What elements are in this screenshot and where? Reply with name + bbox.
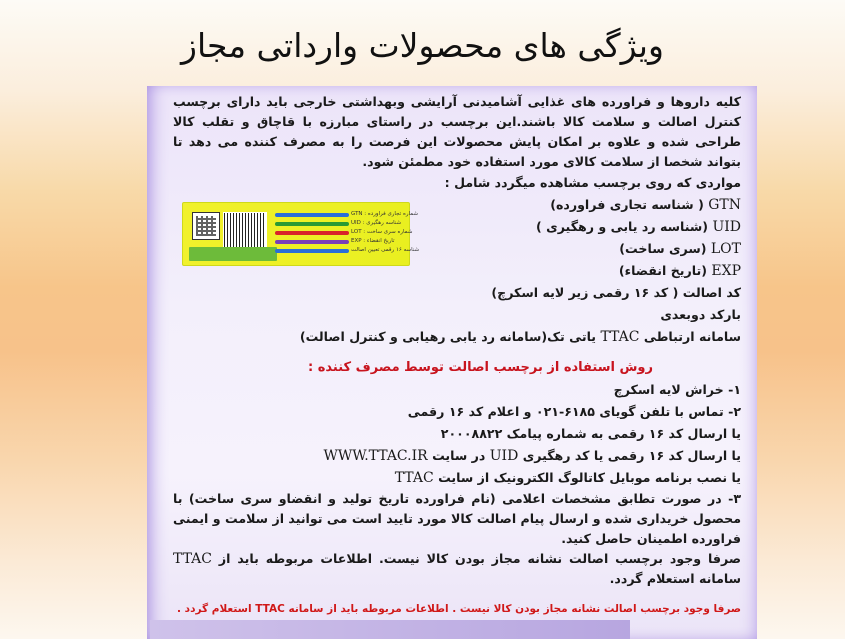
step-1: ۱- خراش لایه اسکرچ — [613, 382, 741, 397]
arrow-icon — [275, 249, 349, 253]
usage-heading: روش استفاده از برچسب اصالت توسط مصرف کننده : — [308, 360, 653, 375]
label-field: GTN : شماره تجاری فراورده — [351, 211, 418, 217]
qr-code-icon — [192, 212, 220, 240]
step-app-before: یا نصب برنامه موبایل کاتالوگ الکترونیک از سایت — [438, 470, 741, 485]
footer-note — [173, 603, 741, 615]
warning-paragraph — [173, 549, 741, 589]
auth-code: کد اصالت ( کد ۱۶ رقمی زیر لایه اسکرچ) — [491, 285, 741, 300]
item-exp-desc: (تاریخ انقضاء) — [618, 263, 707, 278]
step-uid-code: UID — [489, 448, 519, 464]
step-3: ۳- در صورت تطابق مشخصات اعلامی (نام فراورده تاریخ تولید و انقضاو سری ساخت) با محصول خریداری شده و ارسال پیام اصالت کالا مورد تایید است می توانید از سلامت و ایمنی فراورده اطمینان حاصل کنید. — [173, 491, 741, 546]
step-2-app — [173, 467, 741, 489]
content-text — [173, 92, 741, 626]
step-2: ۲- تماس با تلفن گویای ۶۱۸۵-۰۲۱ و اعلام کد ۱۶ رقمی — [407, 404, 741, 419]
item-gtn-code: GTN — [708, 197, 741, 213]
label-field: LOT : شماره سری ساخت — [351, 229, 413, 235]
ttac-site-link[interactable]: WWW.TTAC.IR — [323, 448, 428, 464]
warning-code: TTAC — [173, 551, 212, 567]
ttac-system-after: یاتی تک(سامانه رد یابی رهیابی و کنترل اصالت) — [299, 329, 597, 344]
barcode-icon — [223, 212, 267, 248]
arrow-icon — [275, 240, 349, 244]
step-uid-before: یا ارسال کد ۱۶ رقمی یا کد رهگیری — [522, 448, 741, 463]
warning-after: سامانه استعلام گردد. — [609, 571, 741, 586]
label-field: شناسه ۱۶ رقمی تعیین اصالت — [351, 247, 420, 253]
item-uid-desc: (شناسه رد یابی و رهگیری ) — [536, 219, 709, 234]
content-panel — [147, 86, 757, 639]
ttac-system — [173, 326, 741, 348]
barcode-2d: بارکد دوبعدی — [660, 307, 741, 322]
step-2-uid — [173, 445, 741, 467]
warning-before: صرفا وجود برچسب اصالت نشانه مجاز بودن کالا نیست. اطلاعات مربوطه باید از — [218, 551, 741, 566]
observed-intro: مواردی که روی برچسب مشاهده میگردد شامل : — [444, 175, 741, 190]
ttac-system-before: سامانه ارتباطی — [643, 329, 741, 344]
authenticity-label-image — [182, 202, 420, 266]
arrow-icon — [275, 231, 349, 235]
item-lot-code: LOT — [710, 241, 741, 257]
panel-footer-bar — [150, 620, 630, 639]
item-uid-code: UID — [712, 219, 741, 235]
scratch-area — [189, 247, 277, 261]
footer-note-after: استعلام گردد . — [177, 603, 252, 615]
item-lot-desc: (سری ساخت) — [619, 241, 707, 256]
item-gtn-desc: ( شناسه تجاری فراورده) — [550, 197, 704, 212]
item-exp-code: EXP — [711, 263, 741, 279]
slide-title: ویژگی های محصولات وارداتی مجاز — [181, 26, 664, 65]
intro-paragraph: کلیه داروها و فراورده های غذایی آشامیدنی آرایشی وبهداشتی خارجی باید دارای برچسب کنترل اصالت و سلامت کالا باشند.این برچسب در راستای مبارزه با قاچاق و تقلب کالا طراحی شده و علاوه بر امکان پایش محصولات این فرصت را به مصرف کننده می دهد تا بتواند شخصا از سلامت کالای مورد استفاده خود مطمئن شود. — [173, 94, 741, 169]
label-field: EXP : تاریخ انقضاء — [351, 238, 395, 244]
step-uid-middle: در سایت — [432, 448, 486, 463]
footer-note-code: TTAC — [255, 603, 285, 615]
arrow-icon — [275, 222, 349, 226]
footer-note-before: صرفا وجود برچسب اصالت نشانه مجاز بودن کالا نیست . اطلاعات مربوطه باید از سامانه — [288, 603, 741, 615]
step-app-code: TTAC — [394, 470, 434, 486]
ttac-system-code: TTAC — [600, 329, 640, 345]
step-2-sms: یا ارسال کد ۱۶ رقمی به شماره پیامک ۲۰۰۰۸۸۲۲ — [440, 426, 741, 441]
arrow-icon — [275, 213, 349, 217]
label-field: UID : شناسه رهگیری — [351, 220, 402, 226]
